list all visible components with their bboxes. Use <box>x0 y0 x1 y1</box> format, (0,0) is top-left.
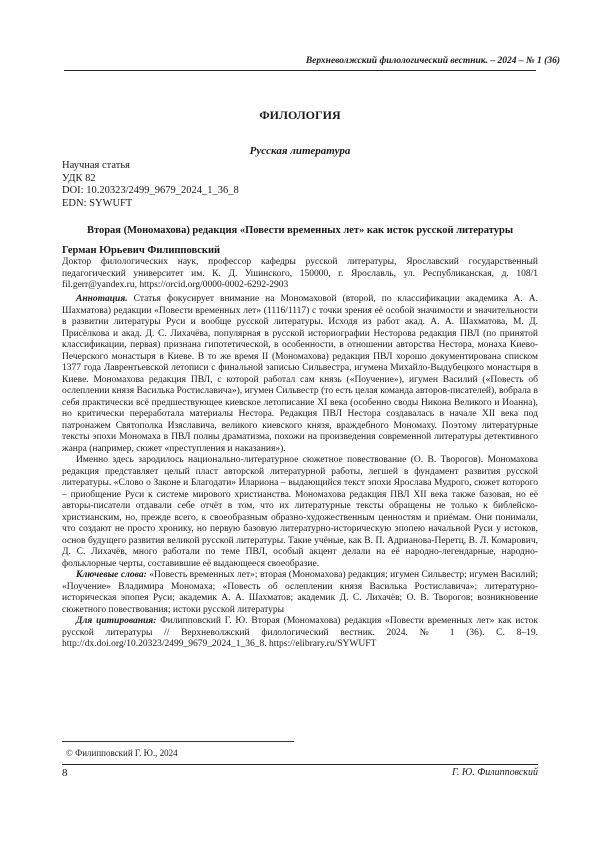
citation-label: Для цитирования: <box>76 616 156 626</box>
edn-code: EDN: SYWUFT <box>62 198 239 211</box>
page-number: 8 <box>62 767 68 779</box>
subsection-heading: Русская литература <box>0 145 600 157</box>
article-type: Научная статья <box>62 160 239 173</box>
keywords-text: «Повесть временных лет»; вторая (Мономахова) редакция; игумен Сильвестр; игумен Василий; «Поучение» Владимира Мономаха; «Повесть об ослеплении князя Василька Ростиславича»; литературно-историческая эпопея Руси; академик А. А. Шахматов; академик Д. С. Лихачёв; О. В. Творогов; возникновение сюжетного повествования; истоки русской литературы <box>62 570 538 615</box>
footer-divider <box>62 764 538 765</box>
footnote-divider <box>62 741 294 742</box>
article-metadata <box>62 160 239 210</box>
section-heading: ФИЛОЛОГИЯ <box>0 108 600 123</box>
keywords-label: Ключевые слова: <box>76 570 147 580</box>
author-affiliation: Доктор филологических наук, профессор кафедры русской литературы, Ярославский государственный педагогический университет им. К. Д. Ушинского, 150000, г. Ярославль, ул. Республиканская, д. 108/1 fil.gerr@yandex.ru, https://orcid.org/0000-0002-6292-2903 <box>62 257 538 292</box>
running-head: Верхневолжский филологический вестник. – 2024 – № 1 (36) <box>40 56 560 66</box>
udk-code: УДК 82 <box>62 173 239 186</box>
article-body <box>62 294 538 651</box>
author-name: Герман Юрьевич Филипповский <box>62 245 220 256</box>
keywords-paragraph <box>62 570 538 616</box>
abstract-paragraph-2: Именно здесь зародилось национально-литературное сюжетное повествование (О. В. Творогов). Мономахова редакция представляет целый пласт авторской литературной работы, легшей в фундамент развития русской литературы. «Слово о Законе и Благодати» Илариона – выдающийся текст эпохи Ярослава Мудрого, сюжет которого – приобщение Руси к системе мирового христианства. Мономахова редакция ПВЛ XII века также базовая, но её авторы-писатели отдавали себе отчёт в том, что их литературные тексты обращены не только к библейско-христианским, но, прежде всего, к своеобразным образно-художественным ценностям и приёмам. Они понимали, что создают не просто хронику, но первую базовую литературно-историческую эпопею начальной Руси у истоков, основ будущего развития великой русской литературы. Такие учёные, как В. П. Адрианова-Перетц, В. Л. Комарович, Д. С. Лихачёв, много работали по теме ПВЛ, особый акцент делали на её народно-легендарные, народно-фольклорные черты, составившие её выдающееся своеобразие. <box>62 455 538 570</box>
copyright-footnote: © Филипповский Г. Ю., 2024 <box>66 748 178 758</box>
abstract-label: Аннотация. <box>76 294 128 304</box>
abstract-text: Статья фокусирует внимание на Мономаховой (второй, по классификации академика А. А. Шахматова) редакции «Повести временных лет» (1116/1117) с точки зрения её особой значимости и значительности в развитии литературы Руси и вообще русской литературы. Исходя из работ акад. А. А. Шахматова, М. Д. Присёлкова и акад. Д. С. Лихачёва, популярная в русской историографии Несторова редакция ПВЛ (по принятой классификации, первая) признана гипотетической, в особенности, в отношении авторства Нестора, монаха Киево-Печерского монастыря в Киеве. В то же время II (Мономахова) редакция ПВЛ хорошо документирована списком 1377 года Лаврентьевской летописи с финальной записью Сильвестра, игумена Михайло-Выдубецкого монастыря в Киеве. Мономахова редакция ПВЛ, с которой работал сам князь («Поучение»), игумен Василий («Повесть об ослеплении князя Василька Ростиславича»), игумен Сильвестр (то есть целая команда авторов-писателей), вобрала в себя практически всё предшествующее киевское летописание XI века (особенно своды Никона Великого и Иоанна), но критически переработала материалы Нестора. Редакция ПВЛ Нестора создавалась в начале XII века под патронажем Святополка Изяславича, великого киевского князя, враждебного Мономаху. Поэтому литературные тексты эпохи Мономаха в ПВЛ полны драматизма, похожи на произведения современной литературы детективного жанра (например, сюжет «преступления и наказания»). <box>62 294 538 454</box>
journal-page <box>0 0 600 848</box>
citation-text: Филипповский Г. Ю. Вторая (Мономахова) редакция «Повести временных лет» как исток русской литературы // Верхневолжский филологический вестник. 2024. № 1 (36). С. 8–19. http://dx.doi.org/10.20323/2499_9679_2024_1_36_8. https://elibrary.ru/SYWUFT <box>62 616 538 649</box>
header-divider <box>64 70 536 71</box>
doi-code: DOI: 10.20323/2499_9679_2024_1_36_8 <box>62 185 239 198</box>
footer-author: Г. Ю. Филипповский <box>452 767 538 778</box>
article-title: Вторая (Мономахова) редакция «Повести временных лет» как исток русской литературы <box>0 225 600 236</box>
abstract-paragraph <box>62 294 538 455</box>
citation-paragraph <box>62 616 538 651</box>
